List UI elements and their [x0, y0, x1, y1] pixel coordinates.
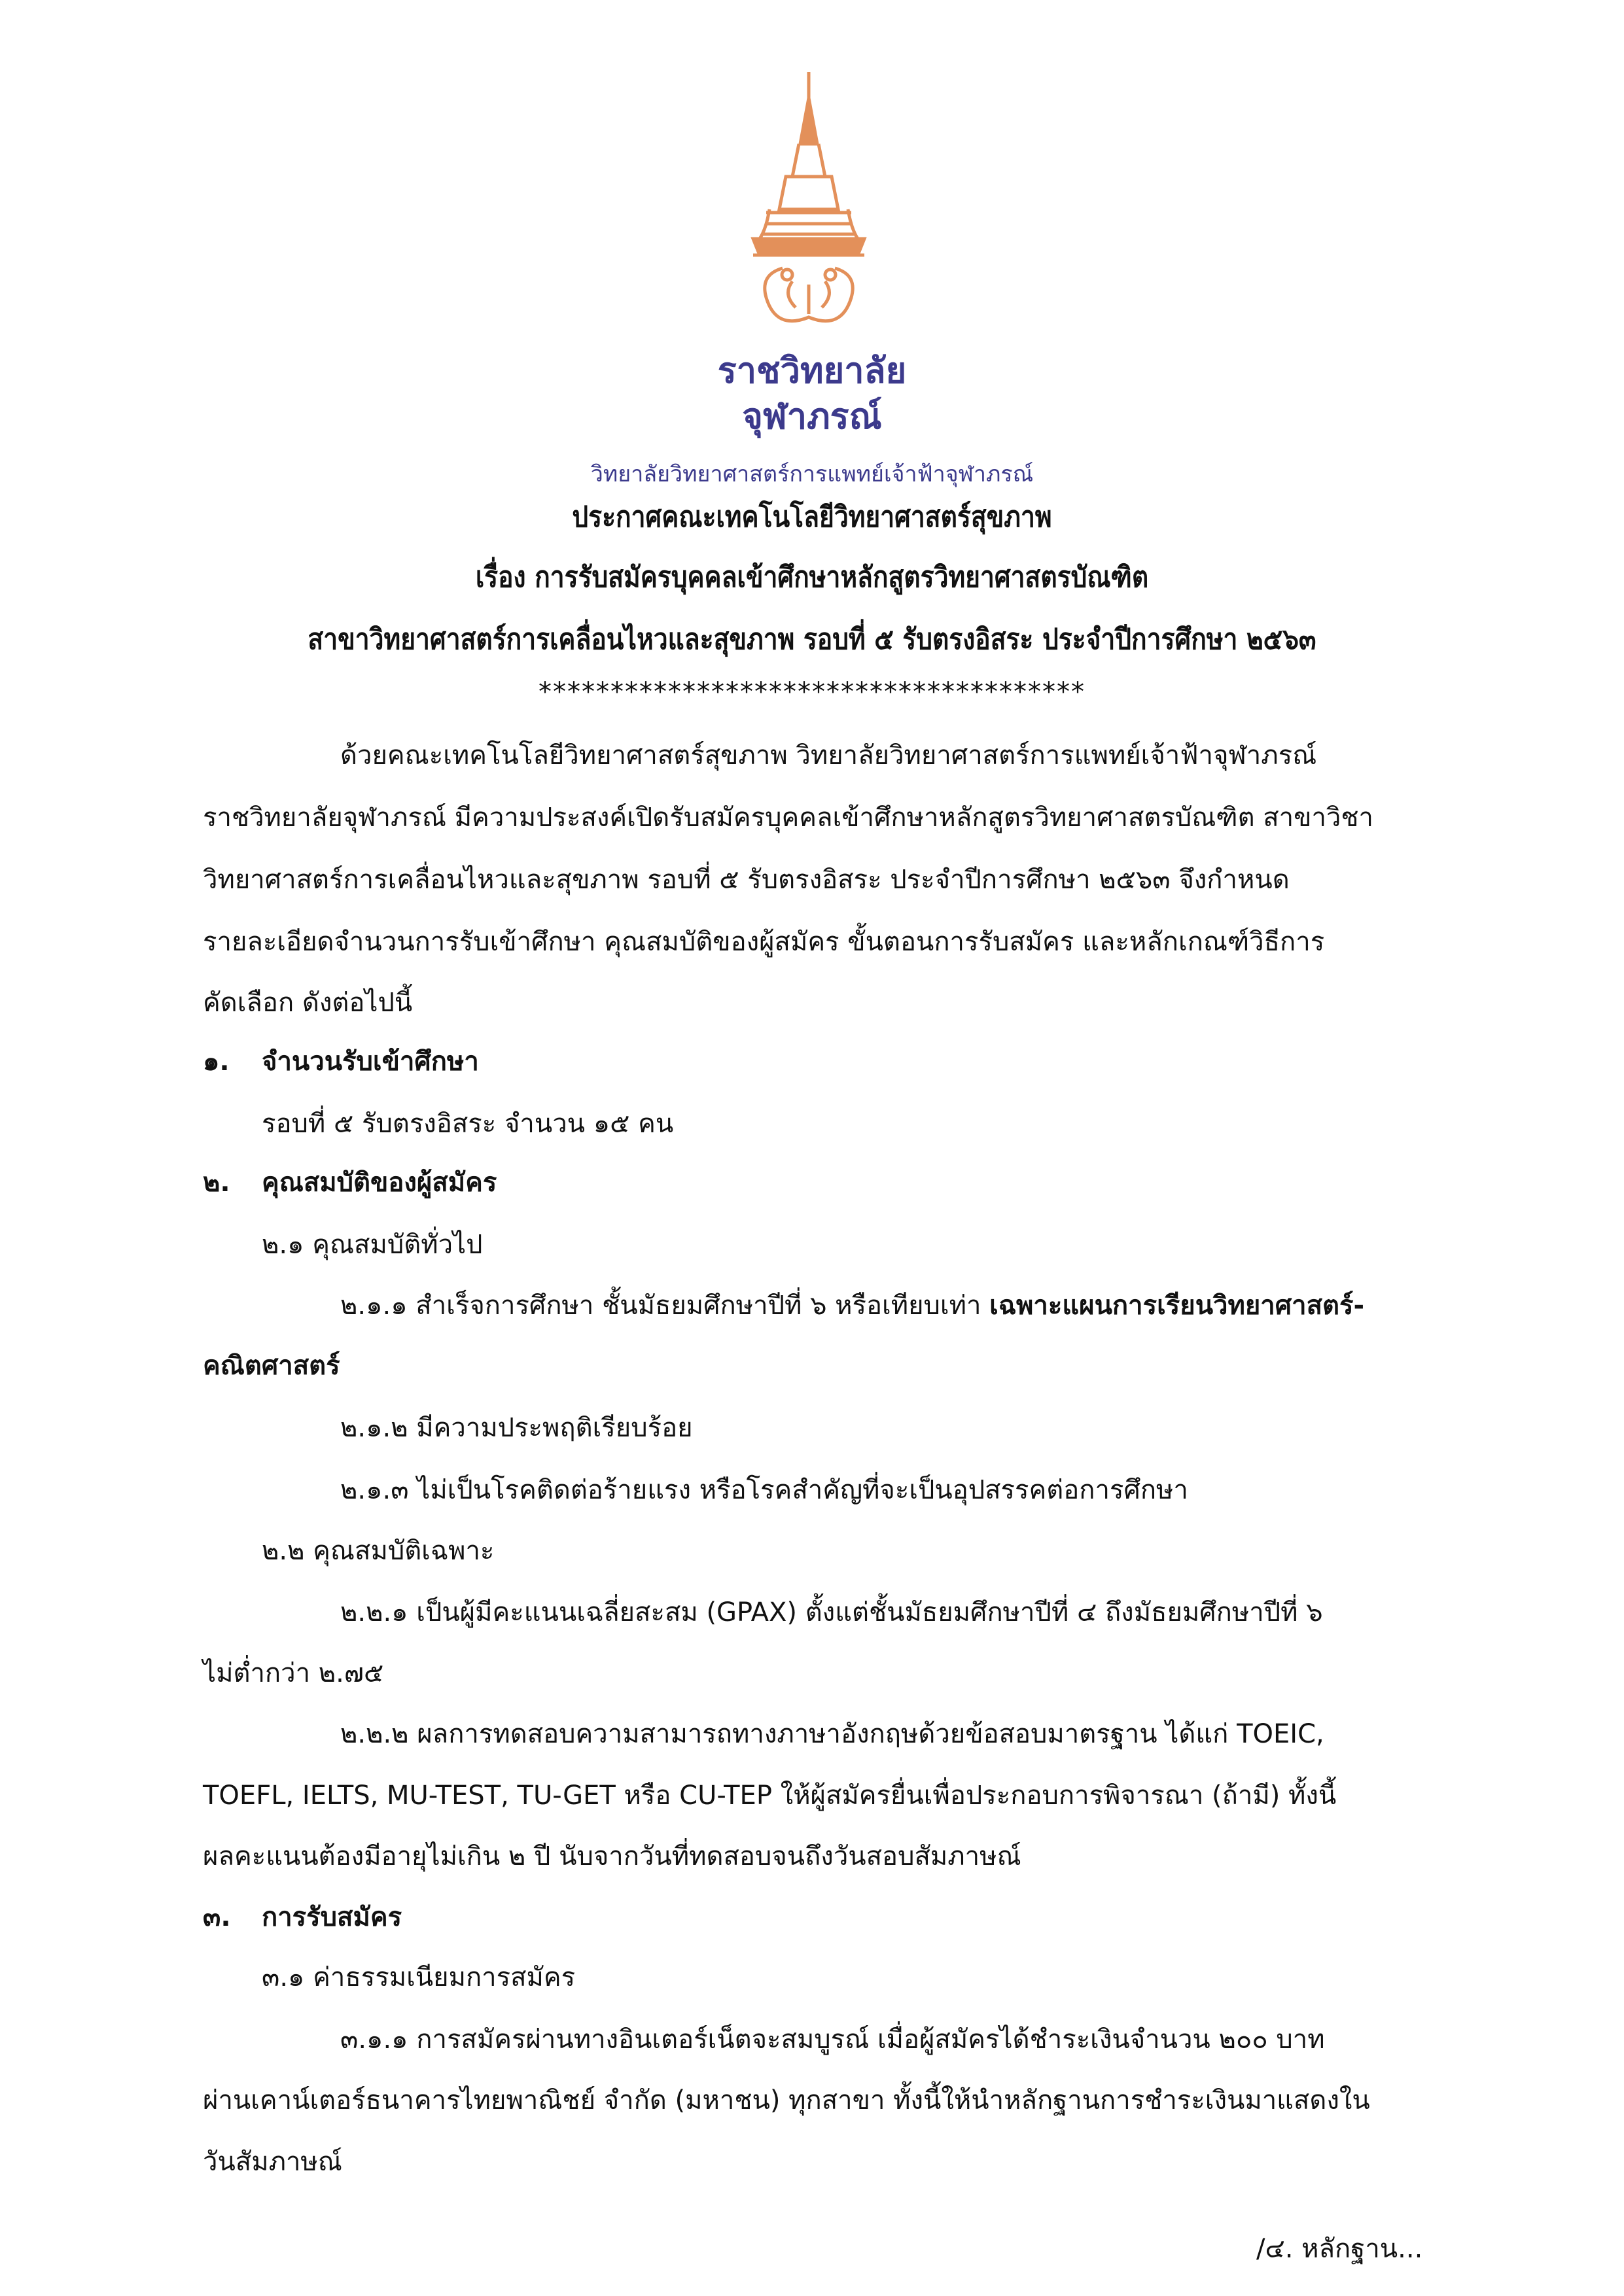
item-2-2-2-continuation-1: TOEFL, IELTS, MU-TEST, TU-GET หรือ CU-TEP ให้ผู้สมัครยื่นเพื่อประกอบการพิจารณา (ถ้ามี) ทั้งนี้ — [203, 1781, 1337, 1811]
item-3-1-1: ๓.๑.๑ การสมัครผ่านทางอินเตอร์เน็ตจะสมบูรณ์ เมื่อผู้สมัครได้ชำระเงินจำนวน ๒๐๐ บาท — [340, 2025, 1325, 2055]
item-3-1-1-continuation-1: ผ่านเคาน์เตอร์ธนาคารไทยพาณิชย์ จำกัด (มหาชน) ทุกสาขา ทั้งนี้ให้นำหลักฐานการชำระเงินมาแสดงใน — [203, 2085, 1370, 2115]
item-3-1-1-continuation-2: วันสัมภาษณ์ — [203, 2147, 342, 2177]
intro-line-1: ด้วยคณะเทคโนโลยีวิทยาศาสตร์สุขภาพ วิทยาลัยวิทยาศาสตร์การแพทย์เจ้าฟ้าจุฬาภรณ์ — [340, 740, 1317, 771]
section-2-heading: คุณสมบัติของผู้สมัคร — [262, 1168, 497, 1198]
page-continuation: /๔. หลักฐาน... — [1256, 2234, 1423, 2264]
section-3-number: ๓. — [203, 1902, 231, 1932]
chulabhorn-crown-logo-icon — [747, 72, 871, 340]
item-2-1-2: ๒.๑.๒ มีความประพฤติเรียบร้อย — [340, 1413, 693, 1443]
item-2-1-1-emphasis: เฉพาะแผนการเรียนวิทยาศาสตร์- — [989, 1291, 1365, 1321]
announcement-subject-detail: สาขาวิทยาศาสตร์การเคลื่อนไหวและสุขภาพ รอบที่ ๕ รับตรงอิสระ ประจำปีการศึกษา ๒๕๖๓ — [308, 623, 1316, 656]
subsection-2-2: ๒.๒ คุณสมบัติเฉพาะ — [262, 1536, 495, 1566]
section-3-heading: การรับสมัคร — [262, 1902, 402, 1932]
item-2-2-2: ๒.๒.๒ ผลการทดสอบความสามารถทางภาษาอังกฤษด้วยข้อสอบมาตรฐาน ได้แก่ TOEIC, — [340, 1719, 1324, 1749]
item-2-2-1: ๒.๒.๑ เป็นผู้มีคะแนนเฉลี่ยสะสม (GPAX) ตั้งแต่ชั้นมัธยมศึกษาปีที่ ๔ ถึงมัธยมศึกษาปีที่ ๖ — [340, 1597, 1323, 1627]
item-2-1-1 — [340, 1287, 1364, 1324]
item-2-1-1-continuation: คณิตศาสตร์ — [203, 1351, 340, 1381]
intro-line-5: คัดเลือก ดังต่อไปนี้ — [203, 988, 413, 1018]
brand-name-line1: ราชวิทยาลัย — [717, 350, 907, 391]
item-2-1-3: ๒.๑.๓ ไม่เป็นโรคติดต่อร้ายแรง หรือโรคสำคัญที่จะเป็นอุปสรรคต่อการศึกษา — [340, 1475, 1188, 1505]
brand-subtitle: วิทยาลัยวิทยาศาสตร์การแพทย์เจ้าฟ้าจุฬาภรณ์ — [590, 461, 1034, 487]
intro-line-4: รายละเอียดจำนวนการรับเข้าศึกษา คุณสมบัติของผู้สมัคร ขั้นตอนการรับสมัคร และหลักเกณฑ์วิธีการ — [203, 927, 1325, 957]
announcement-title: ประกาศคณะเทคโนโลยีวิทยาศาสตร์สุขภาพ — [572, 500, 1052, 534]
subsection-2-1: ๒.๑ คุณสมบัติทั่วไป — [262, 1230, 483, 1260]
subsection-3-1: ๓.๑ ค่าธรรมเนียมการสมัคร — [262, 1962, 576, 1992]
item-2-2-1-continuation: ไม่ต่ำกว่า ๒.๗๕ — [203, 1658, 384, 1688]
section-2-number: ๒. — [203, 1168, 230, 1198]
brand-name-line2: จุฬาภรณ์ — [742, 396, 882, 437]
title-separator: ************************************** — [538, 677, 1086, 707]
intro-line-2: ราชวิทยาลัยจุฬาภรณ์ มีความประสงค์เปิดรับสมัครบุคคลเข้าศึกษาหลักสูตรวิทยาศาสตรบัณฑิต สาขาวิชา — [203, 803, 1374, 833]
announcement-subject: เรื่อง การรับสมัครบุคคลเข้าศึกษาหลักสูตรวิทยาศาสตรบัณฑิต — [475, 561, 1149, 594]
intro-line-3: วิทยาศาสตร์การเคลื่อนไหวและสุขภาพ รอบที่ ๕ รับตรงอิสระ ประจำปีการศึกษา ๒๕๖๓ จึงกำหนด — [203, 865, 1290, 895]
section-1-number: ๑. — [203, 1047, 230, 1077]
section-1-heading: จำนวนรับเข้าศึกษา — [262, 1047, 479, 1077]
section-1-text: รอบที่ ๕ รับตรงอิสระ จำนวน ๑๕ คน — [262, 1109, 674, 1139]
item-2-1-1-text: ๒.๑.๑ สำเร็จการศึกษา ชั้นมัธยมศึกษาปีที่ ๖ หรือเทียบเท่า — [340, 1291, 990, 1321]
item-2-2-2-continuation-2: ผลคะแนนต้องมีอายุไม่เกิน ๒ ปี นับจากวันที่ทดสอบจนถึงวันสอบสัมภาษณ์ — [203, 1841, 1021, 1871]
